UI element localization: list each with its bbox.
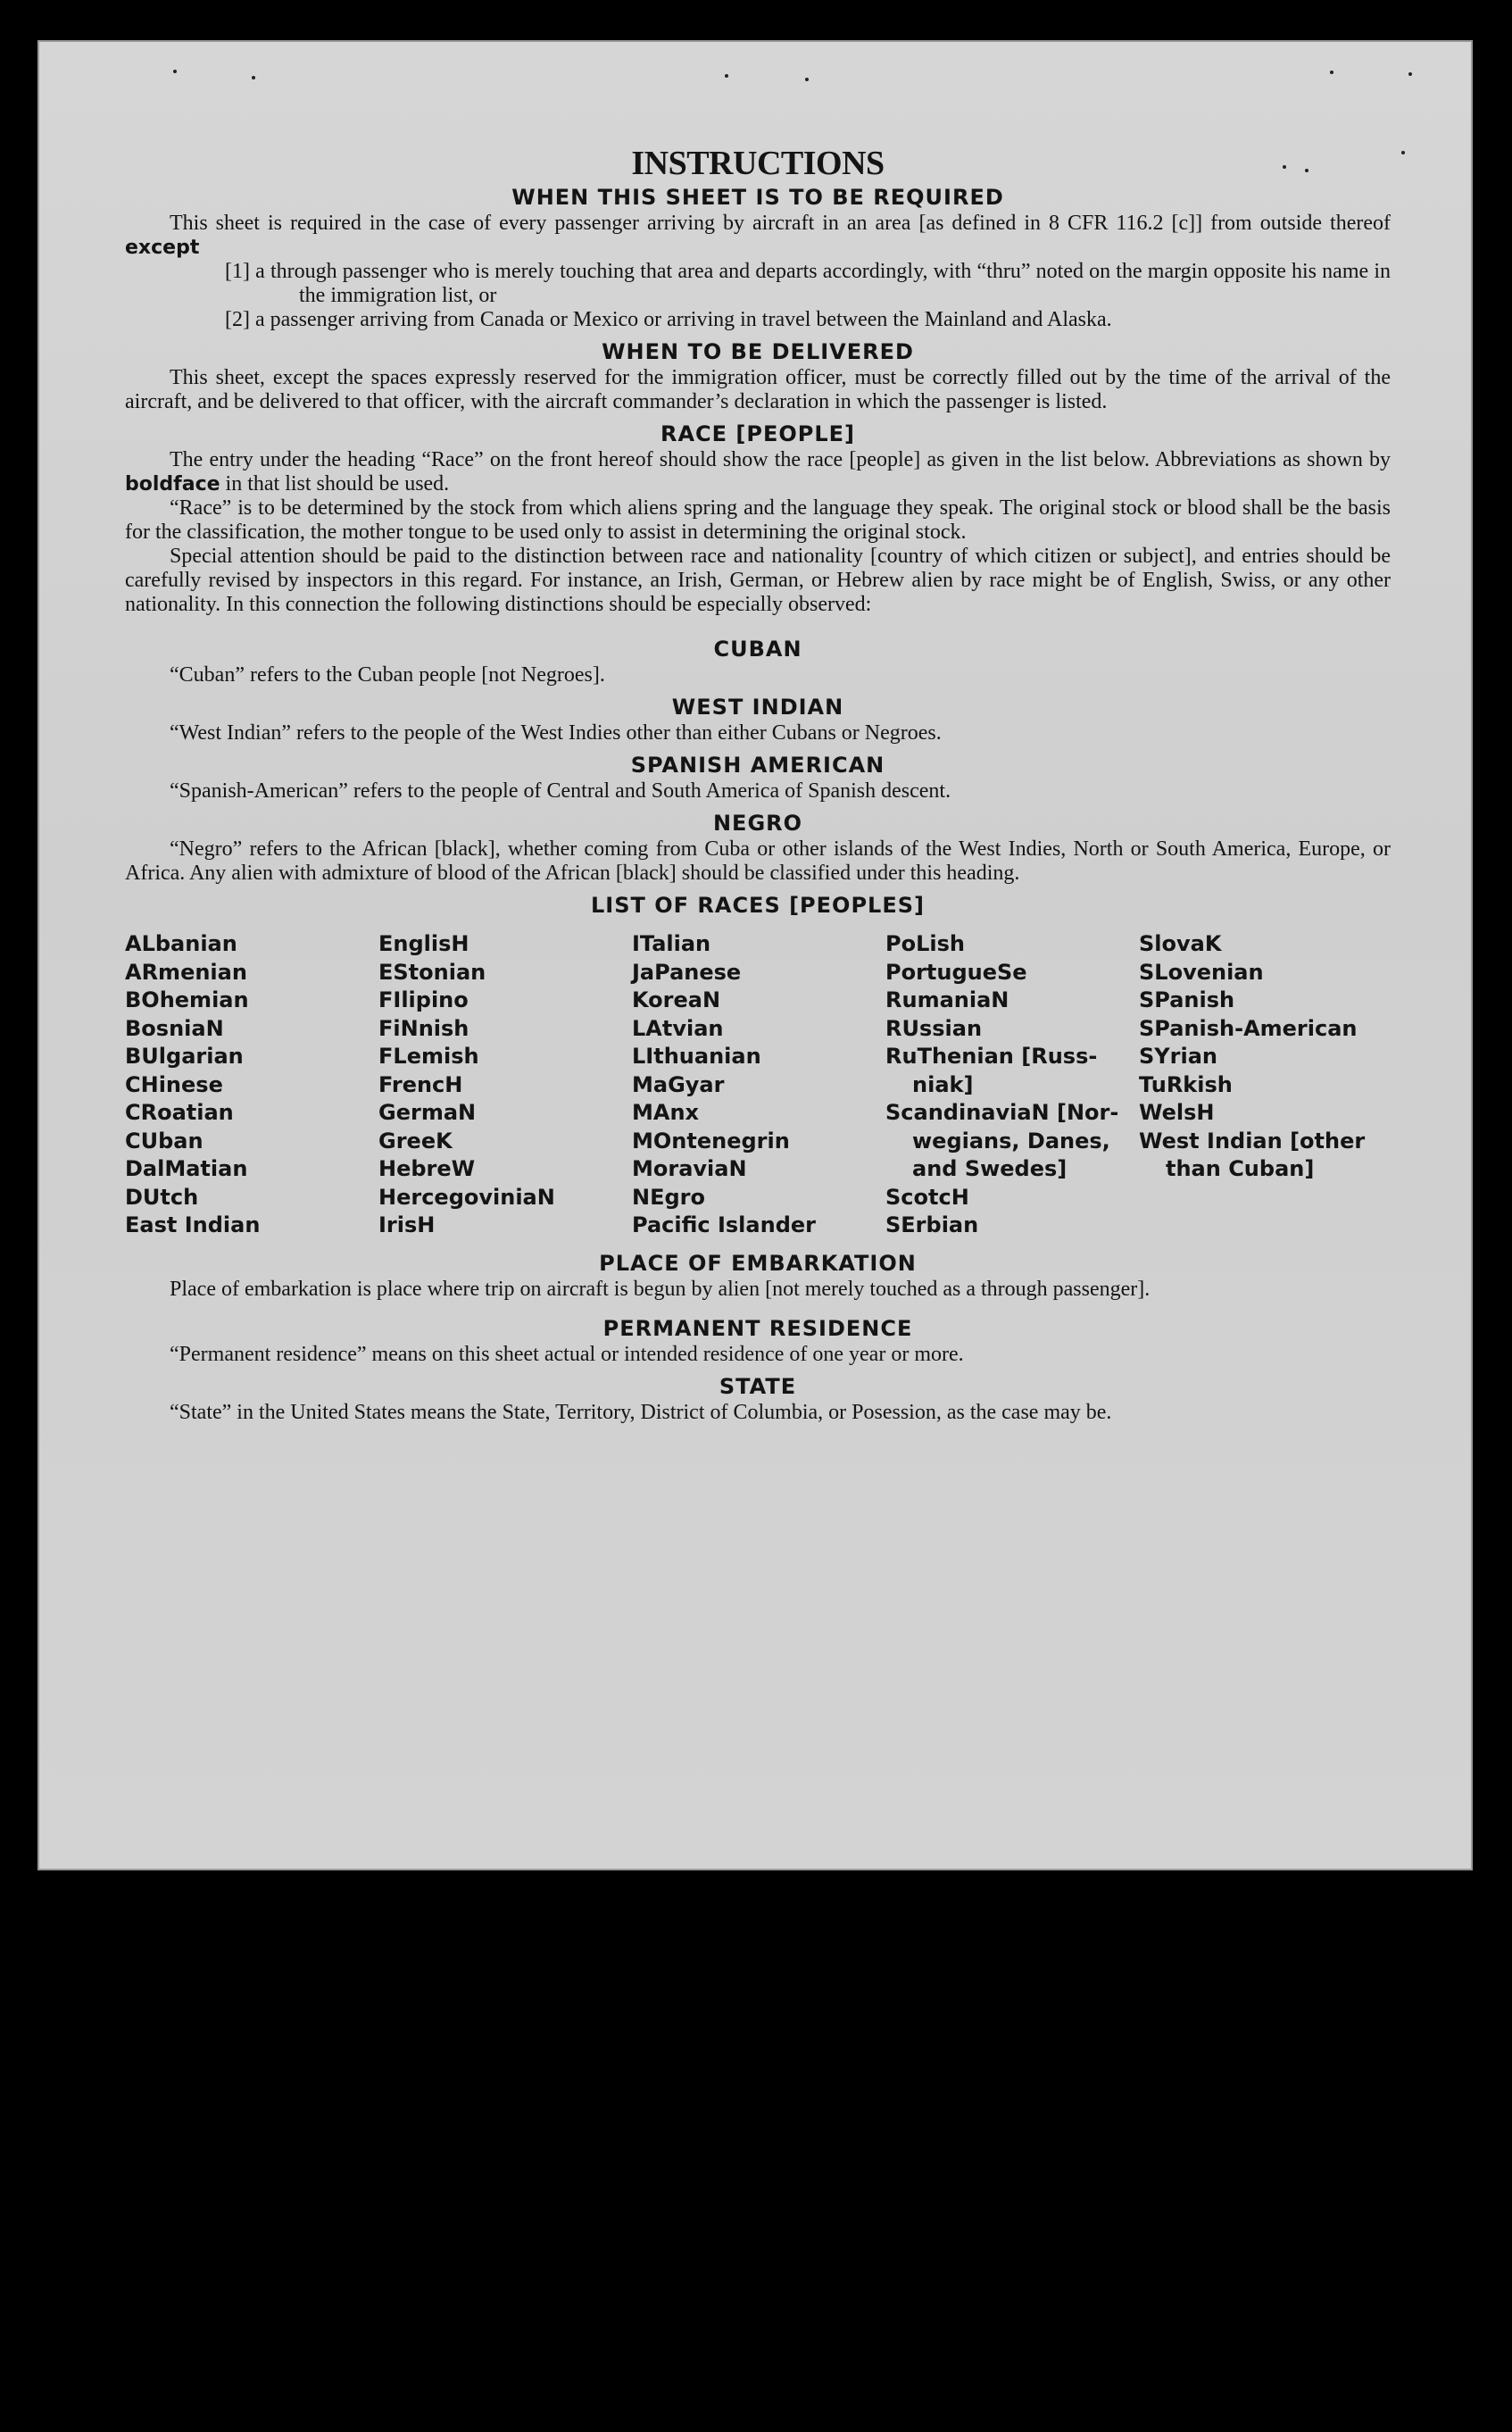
race-list-item: West Indian [other [1139,1128,1366,1154]
race-list-item: wegians, Danes, [912,1128,1110,1154]
race-list-item: JaPanese [632,959,742,985]
when-required-intro [125,212,1391,260]
embarkation-text: Place of embarkation is place where trip on aircraft is begun by alien [not merely touched as a through passenger]. [170,1277,1151,1301]
heading-race: RACE [PEOPLE] [660,421,856,446]
race-list-item: IrisH [378,1212,436,1237]
race-list-item: CRoatian [125,1100,234,1125]
race-column [632,930,885,1240]
when-required-item-2: [2] a passenger arriving from Canada or Mexico or arriving in travel between the Mainland and Alaska. [225,308,1112,331]
race-list-item: WelsH [1139,1100,1215,1125]
instructions-content [125,144,1391,1425]
negro-text: “Negro” refers to the African [black], whether coming from Cuba or other islands of the West Indies, North or South America, Europe, or Africa. Any alien with admixture of blood of the African [black] should be classified under this heading. [125,837,1391,885]
race-list-item: ScotcH [885,1184,969,1210]
spanish-american-text: “Spanish-American” refers to the people of Central and South America of Spanish descent. [170,779,951,803]
heading-when-required: WHEN THIS SHEET IS TO BE REQUIRED [511,185,1004,210]
when-required-item-1: [1] a through passenger who is merely touching that area and departs accordingly, with “thru” noted on the margin opposite his name in the immigration list, or [225,260,1391,307]
race-list-item: CUban [125,1128,204,1154]
race-list-item: MAnx [632,1100,700,1125]
race-list-item: SPanish-American [1139,1015,1358,1041]
race-list-item: BUlgarian [125,1044,244,1069]
race-list-item: SlovaK [1139,931,1222,956]
race-list-item: BOhemian [125,987,249,1012]
race-list-item: East Indian [125,1212,261,1237]
race-paragraph-1 [125,448,1391,496]
heading-permanent-residence: PERMANENT RESIDENCE [602,1315,913,1341]
race-list-item: Pacific Islander [632,1212,816,1237]
race-list-item: DUtch [125,1184,199,1210]
race-list [125,930,1391,1240]
when-delivered-text: This sheet, except the spaces expressly reserved for the immigration officer, must be correctly filled out by the time of the arrival of the aircraft, and be delivered to that officer, with the aircraft commander’s declaration in which the passenger is listed. [125,366,1391,413]
race-list-item: BosniaN [125,1015,224,1041]
race-list-item: niak] [912,1071,974,1097]
race-list-item: PoLish [885,931,965,956]
race-list-item: than Cuban] [1166,1156,1315,1181]
state-text: “State” in the United States means the State, Territory, District of Columbia, or Posession, as the case may be. [170,1400,1112,1424]
race-list-item: FiNnish [378,1015,469,1041]
race-paragraph-3: Special attention should be paid to the distinction between race and nationality [country of which citizen or subject], and entries should be carefully revised by inspectors in this regard. For instance, an Irish, German, or Hebrew alien by race might be of English, Swiss, or any other nationality. In this connection the following distinctions should be especially observed: [125,545,1391,616]
race-list-item: SPanish [1139,987,1235,1012]
race-list-item: SErbian [885,1212,979,1237]
race-list-item: NEgro [632,1184,705,1210]
race-list-item: PortugueSe [885,959,1027,985]
permanent-residence-text: “Permanent residence” means on this sheet actual or intended residence of one year or more. [170,1342,964,1366]
race-list-item: ITalian [632,931,711,956]
document-sheet [37,40,1473,1870]
race-list-item: GreeK [378,1128,453,1154]
race-p1-start: The entry under the heading “Race” on the front hereof should show the race [people] as given in the list below. Abbreviations as shown by [170,448,1391,471]
heading-when-delivered: WHEN TO BE DELIVERED [602,339,914,364]
race-column [378,930,632,1240]
race-p1-boldface: boldface [125,473,220,496]
race-list-item: and Swedes] [912,1156,1068,1181]
race-list-item: DalMatian [125,1156,248,1181]
cuban-text: “Cuban” refers to the Cuban people [not Negroes]. [170,663,605,687]
heading-embarkation: PLACE OF EMBARKATION [599,1250,917,1276]
race-list-item: FLemish [378,1044,479,1069]
race-list-item: ScandinaviaN [Nor- [885,1100,1119,1125]
heading-list-of-races: LIST OF RACES [PEOPLES] [591,893,925,918]
race-list-item: LAtvian [632,1015,724,1041]
race-list-item: GermaN [378,1100,477,1125]
when-required-except: except [125,237,200,259]
race-list-item: SYrian [1139,1044,1218,1069]
race-list-item: HercegoviniaN [378,1184,555,1210]
race-list-item: SLovenian [1139,959,1264,985]
heading-spanish-american: SPANISH AMERICAN [630,753,885,778]
west-indian-text: “West Indian” refers to the people of the West Indies other than either Cubans or Negroes. [170,721,942,745]
race-list-item: TuRkish [1139,1071,1233,1097]
race-list-item: CHinese [125,1071,223,1097]
race-list-item: LIthuanian [632,1044,761,1069]
race-p1-end: in that list should be used. [225,472,450,496]
race-list-item: RumaniaN [885,987,1009,1012]
race-list-item: HebreW [378,1156,476,1181]
heading-west-indian: WEST INDIAN [671,695,844,720]
heading-negro: NEGRO [712,811,803,836]
race-list-item: RuThenian [Russ- [885,1044,1098,1069]
race-list-item: FrencH [378,1071,463,1097]
race-column [885,930,1139,1240]
race-list-item: MOntenegrin [632,1128,790,1154]
race-list-item: MoraviaN [632,1156,747,1181]
when-required-intro-text: This sheet is required in the case of every passenger arriving by aircraft in an area [as defined in 8 CFR 116.2 [c]] from outside thereof [170,212,1391,235]
race-list-item: EnglisH [378,931,469,956]
race-list-item: FIlipino [378,987,469,1012]
page-title: INSTRUCTIONS [631,145,885,182]
heading-cuban: CUBAN [713,637,802,662]
race-column [125,930,378,1240]
race-list-item: RUssian [885,1015,983,1041]
race-paragraph-2: “Race” is to be determined by the stock from which aliens spring and the language they speak. The original stock or blood shall be the basis for the classification, the mother tongue to be used only to assist in determining the original stock. [125,496,1391,544]
race-column [1139,930,1392,1240]
race-list-item: EStonian [378,959,486,985]
heading-state: STATE [719,1373,797,1399]
race-list-item: ARmenian [125,959,247,985]
race-list-item: KoreaN [632,987,721,1012]
race-list-item: ALbanian [125,931,237,956]
race-list-item: MaGyar [632,1071,725,1097]
